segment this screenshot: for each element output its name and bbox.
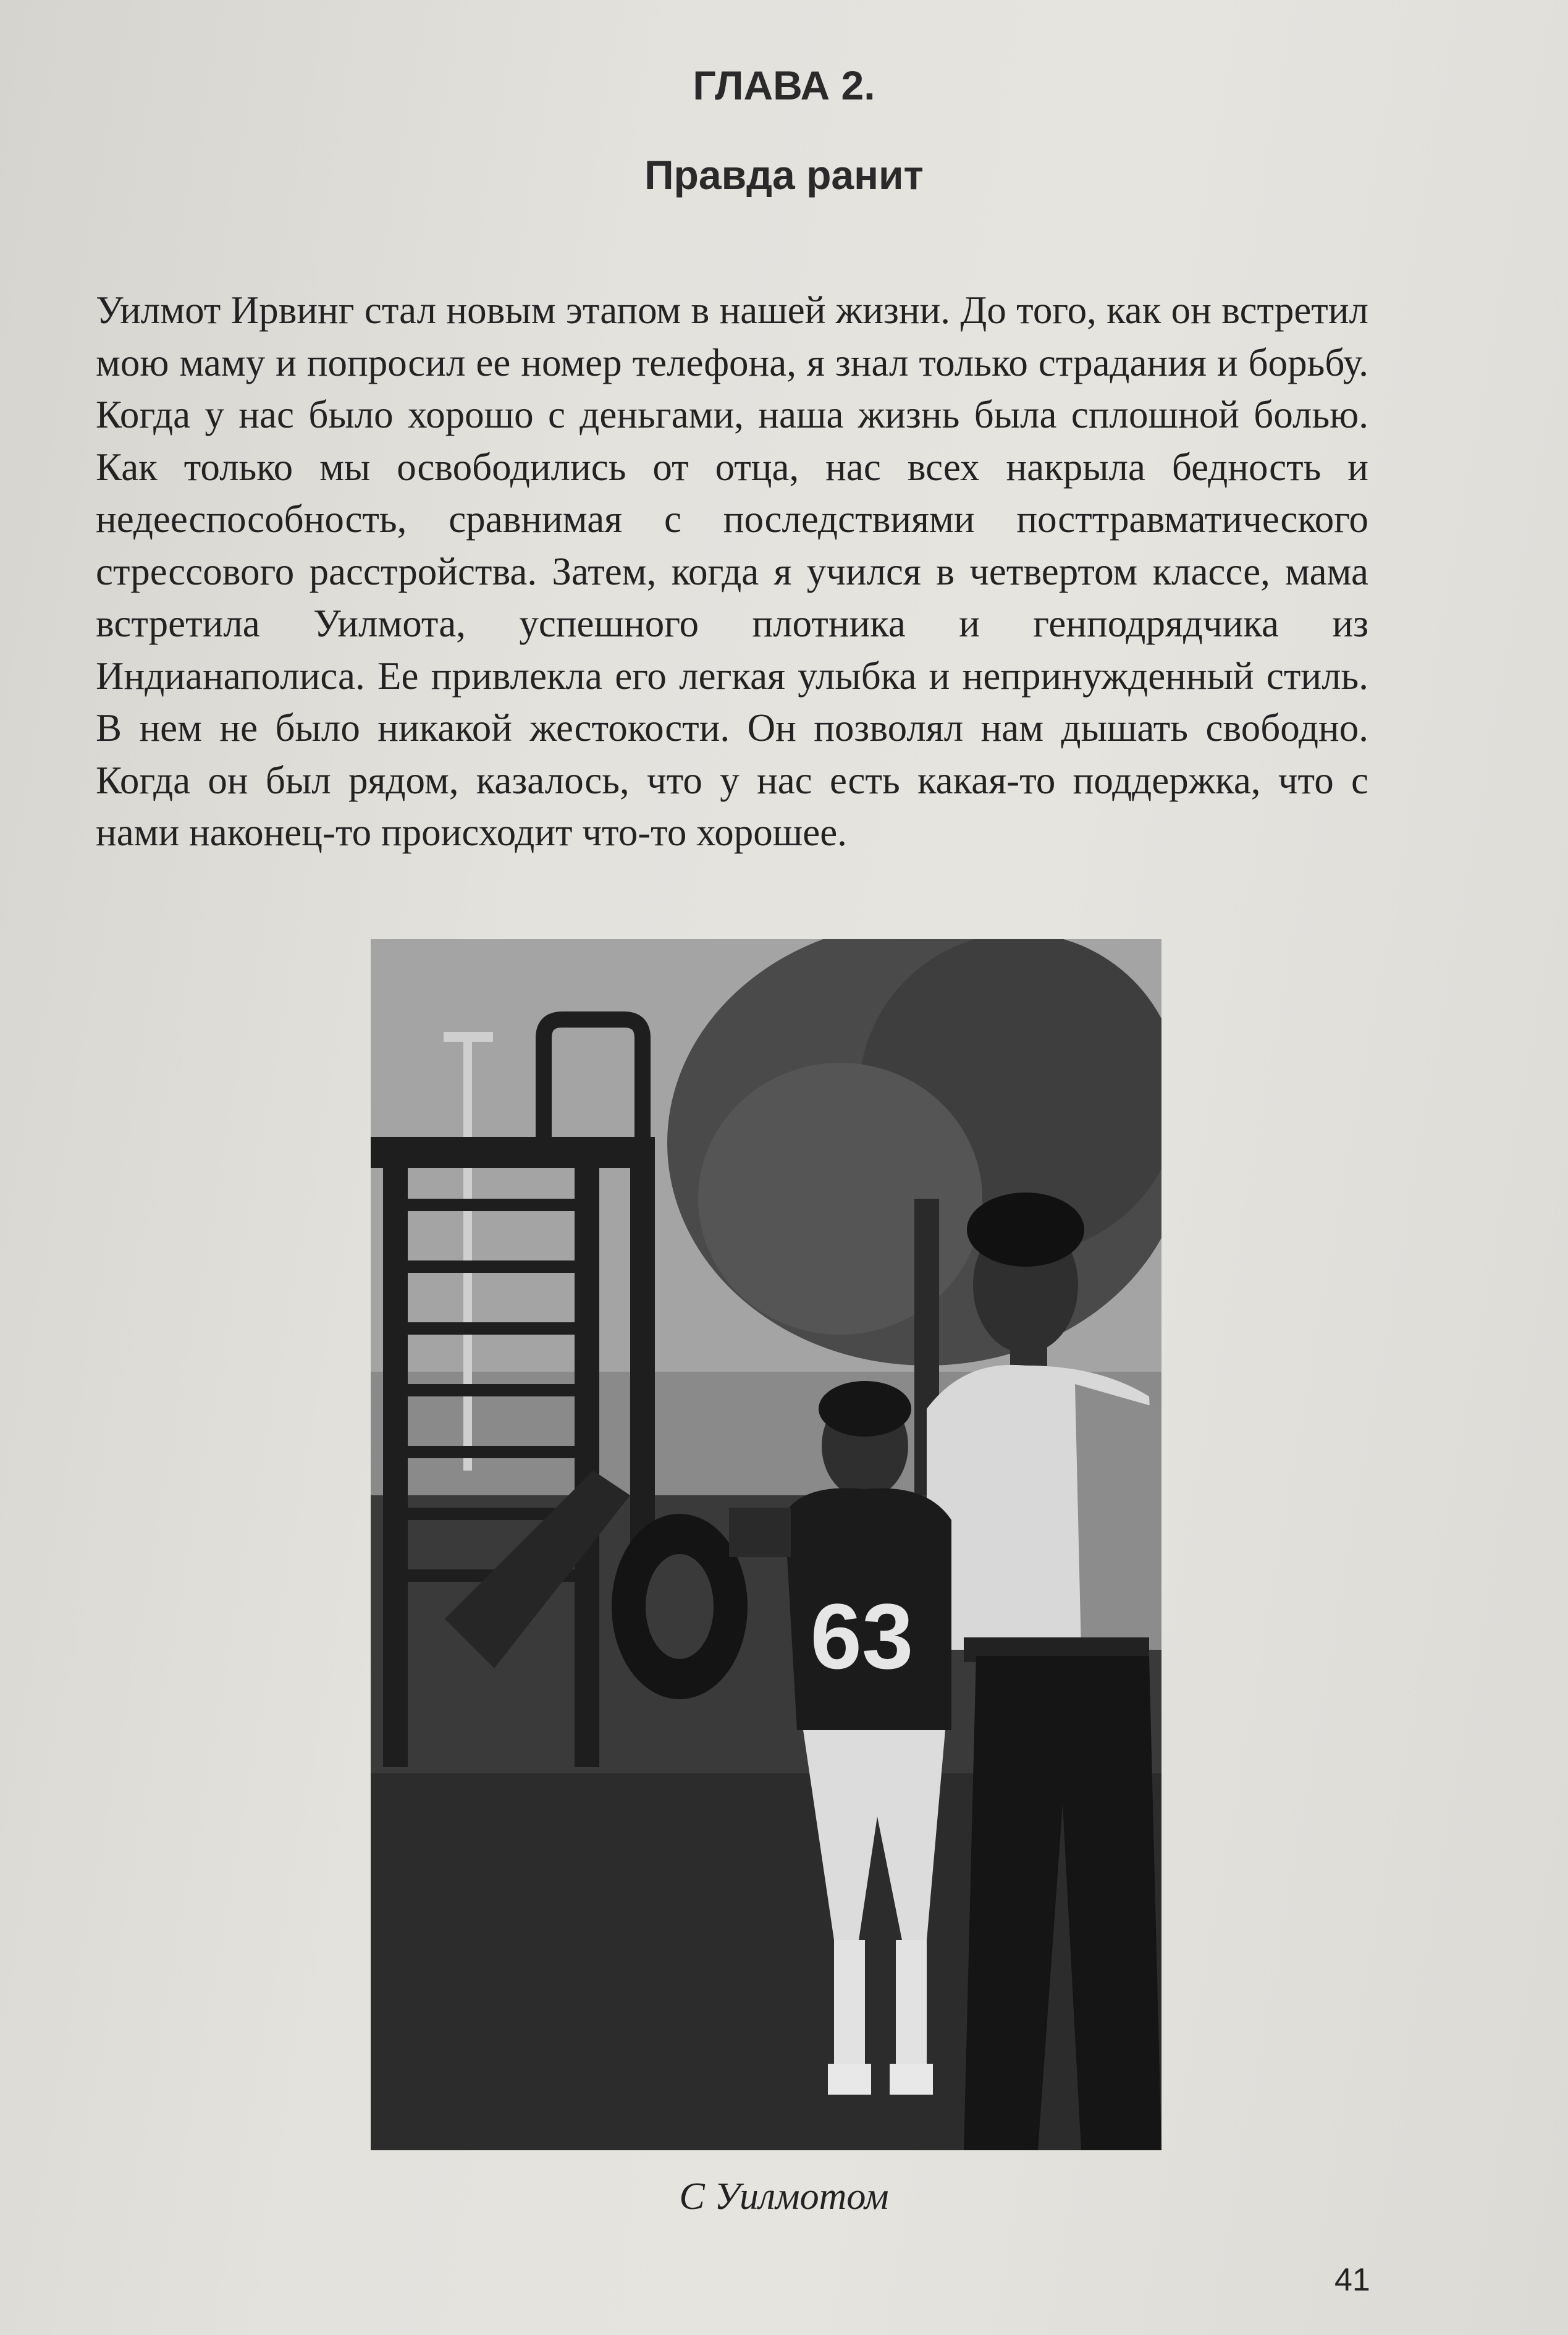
jersey-number: 63 (810, 1584, 914, 1688)
photo-illustration (371, 939, 1161, 2150)
chapter-title: Правда ранит (644, 152, 924, 198)
page-number: 41 (1334, 2262, 1370, 2298)
body-paragraph: Уилмот Ирвинг стал новым этапом в нашей жизни. До того, как он встретил мою маму и попросил ее номер телефона, я знал только страдания и борьбу. Когда у нас было хорошо с деньгами, наша жизнь была сплошной болью. Как только мы освободились от отца, нас всех накрыла бедность и недееспособность, сравнимая с последствиями посттравматического стрессового расстройства. Затем, когда я учился в четвертом классе, мама встретила Уилмота, успешного плотника и генподрядчика из Индианаполиса. Ее привлекла его легкая улыбка и непринужденный стиль. В нем не было никакой жестокости. Он позволял нам дышать свободно. Когда он был рядом, казалось, что у нас есть какая-то поддержка, что с нами наконец-то происходит что-то хорошее. (96, 289, 1368, 854)
photo-caption: С Уилмотом (679, 2176, 889, 2218)
chapter-number: ГЛАВА 2. (693, 62, 875, 108)
photo-with-wilmot (371, 939, 1161, 2150)
